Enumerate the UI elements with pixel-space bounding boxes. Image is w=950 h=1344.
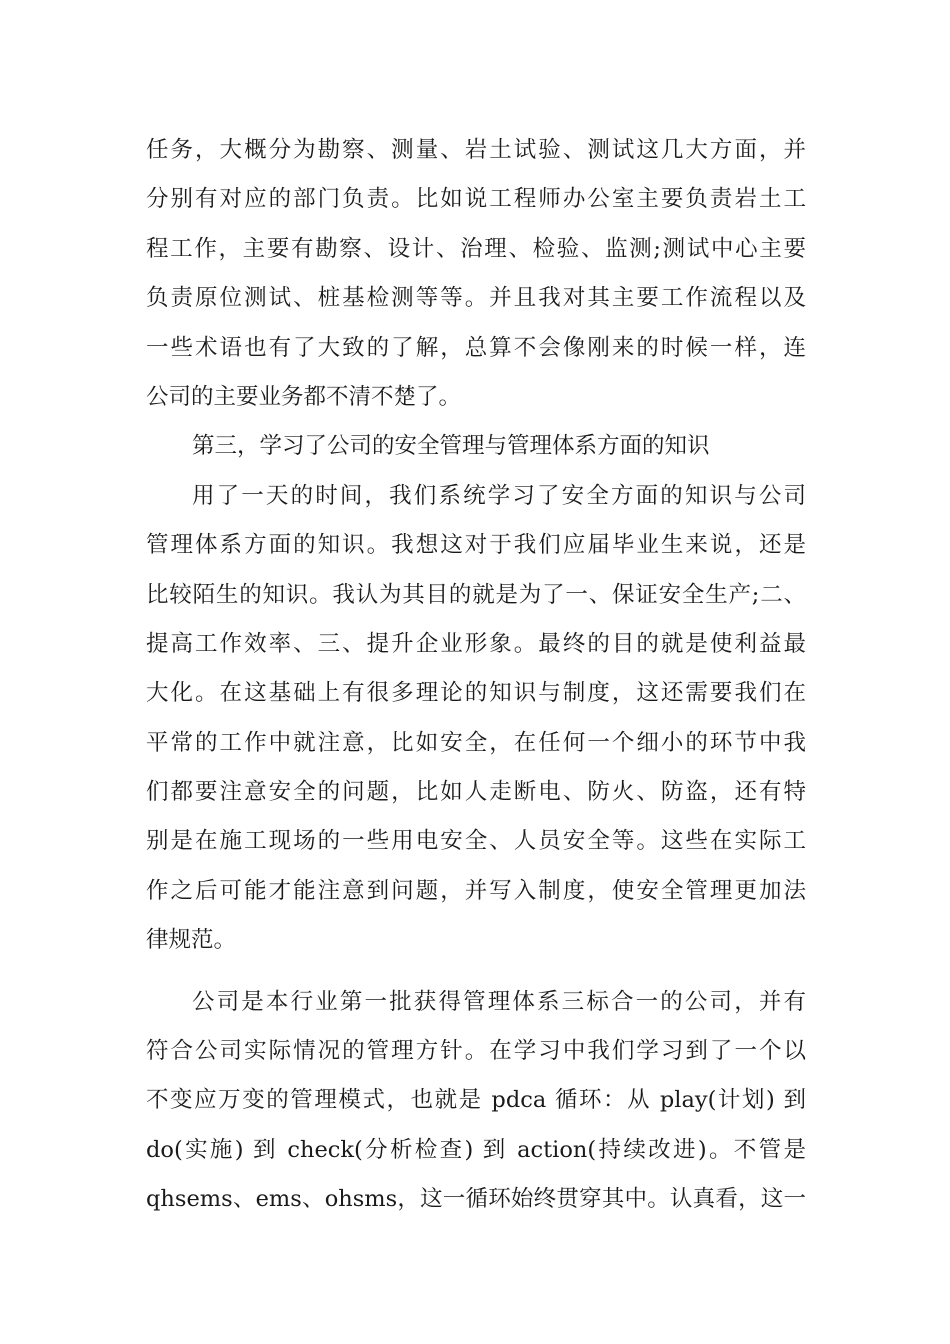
text-line: 大化。在这基础上有很多理论的知识与制度，这还需要我们在 [146,680,806,707]
text-line: qhsems、ems、ohsms，这一循环始终贯穿其中。认真看，这一 [146,1186,806,1213]
text-line: 平常的工作中就注意，比如安全，在任何一个细小的环节中我 [146,729,806,756]
text-line: 符合公司实际情况的管理方针。在学习中我们学习到了一个以 [146,1038,806,1065]
text-line: 管理体系方面的知识。我想这对于我们应届毕业生来说，还是 [146,532,806,559]
section-heading: 第三，学习了公司的安全管理与管理体系方面的知识 [192,433,710,460]
text-line: 们都要注意安全的问题，比如人走断电、防火、防盗，还有特 [146,779,806,806]
text-line: 不变应万变的管理模式，也就是 pdca 循环：从 play(计划) 到 [146,1087,806,1114]
text-line: 任务，大概分为勘察、测量、岩土试验、测试这几大方面，并 [146,137,806,163]
text-line: 别是在施工现场的一些用电安全、人员安全等。这些在实际工 [146,828,806,855]
text-line: do(实施) 到 check(分析检查) 到 action(持续改进)。不管是 [146,1136,806,1163]
text-line: 比较陌生的知识。我认为其目的就是为了一、保证安全生产;二、 [146,581,806,608]
paragraph-gap [146,966,806,978]
text-line: 负责原位测试、桩基检测等等。并且我对其主要工作流程以及 [146,285,806,312]
text-line: 提高工作效率、三、提升企业形象。最终的目的就是使利益最 [146,630,806,657]
text-line: 公司是本行业第一批获得管理体系三标合一的公司，并有 [192,988,806,1015]
document-body [146,126,806,1225]
text-line: 作之后可能才能注意到问题，并写入制度，使安全管理更加法 [146,877,806,904]
text-line: 分别有对应的部门负责。比如说工程师办公室主要负责岩土工 [146,186,806,213]
text-line: 程工作，主要有勘察、设计、治理、检验、监测;测试中心主要 [146,235,806,262]
text-line: 用了一天的时间，我们系统学习了安全方面的知识与公司 [192,482,806,509]
text-line: 一些术语也有了大致的了解，总算不会像刚来的时候一样，连 [146,334,806,361]
text-line: 律规范。 [146,927,237,954]
text-line: 公司的主要业务都不清不楚了。 [146,383,462,410]
